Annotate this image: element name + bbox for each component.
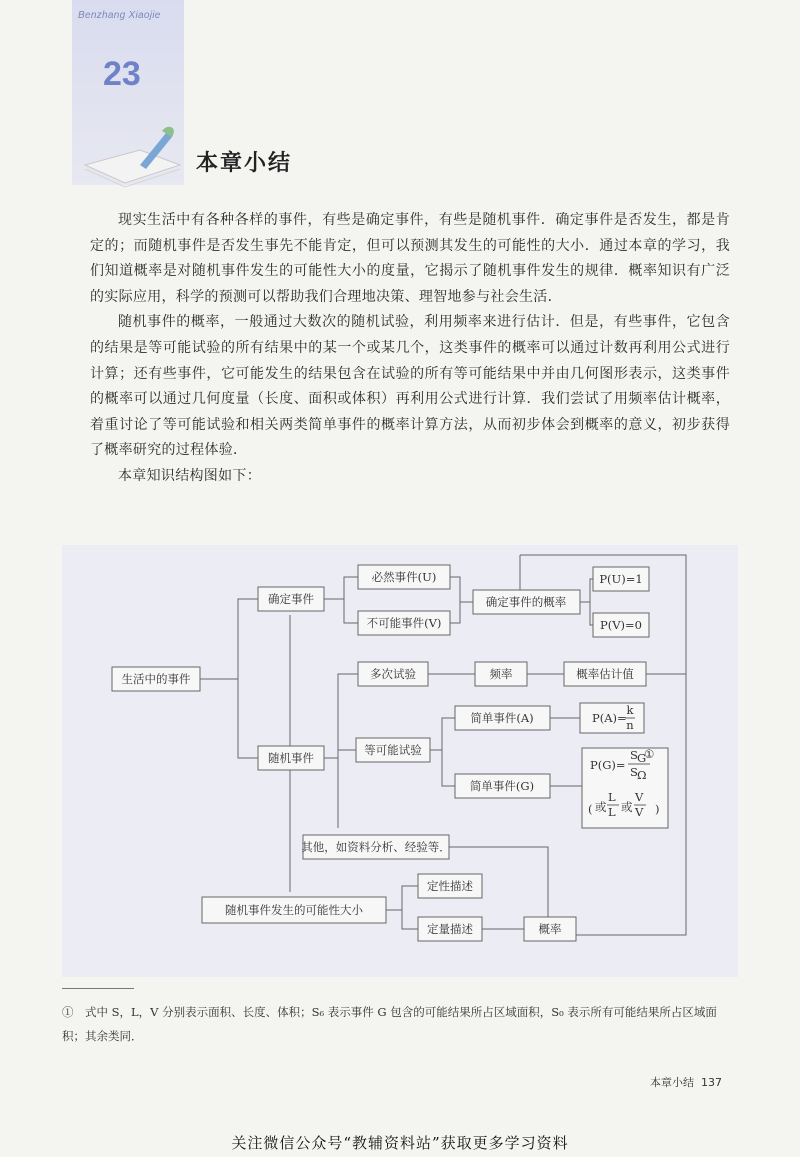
node-probability [524,917,576,941]
svg-text:简单事件(G): 简单事件(G) [469,779,535,793]
page-footer [650,1074,722,1090]
bottom-banner: 关注微信公众号“教辅资料站”获取更多学习资料 [231,1134,569,1152]
node-life-events [112,667,200,691]
node-simple-event-g [455,774,550,798]
svg-text:n: n [626,718,634,732]
page-title: 本章小结 [196,151,293,176]
pen-and-book-illustration [80,125,200,195]
formula-pa [580,703,644,733]
node-pv [593,613,649,637]
svg-text:频率: 频率 [489,667,513,681]
svg-text:V: V [635,790,644,804]
svg-text:不可能事件(V): 不可能事件(V) [366,616,442,630]
svg-text:概率估计值: 概率估计值 [576,667,634,681]
svg-text:确定事件: 确定事件 [268,592,314,606]
node-possibility-size [202,897,386,923]
node-sure-event [358,565,450,589]
paragraph: 随机事件的概率，一般通过大数次的随机试验，利用频率来进行估计．但是，有些事件，它包含的结果是等可能试验的所有结果中的某一个或某几个，这类事件的概率可以通过计数再利用公式进行计算；还有些事件，它可能发生的结果包含在试验的所有等可能结果中并由几何图形表示，这类事件的概率可以通过几何度量（长度、面积或体积）再利用公式进行计算．我们尝试了用频率估计概率，着重讨论了等可能试验和相关两类简单事件的概率计算方法，从而初步体会到概率的意义，初步获得了概率研究的过程体验． [90,314,730,459]
svg-text:L: L [608,790,616,804]
svg-text:G: G [637,751,647,765]
svg-text:必然事件(U): 必然事件(U) [371,570,437,584]
svg-text:Ω: Ω [637,768,647,782]
node-quantitative [418,917,482,941]
svg-text:生活中的事件: 生活中的事件 [121,672,191,686]
svg-text:S: S [630,765,638,779]
svg-text:多次试验: 多次试验 [370,667,416,681]
svg-text:P(V)=0: P(V)=0 [600,618,642,632]
svg-text:随机事件发生的可能性大小: 随机事件发生的可能性大小 [225,903,363,917]
svg-text:概率: 概率 [538,922,562,936]
svg-text:P(U)=1: P(U)=1 [599,572,643,586]
svg-text:随机事件: 随机事件 [268,751,314,765]
svg-text:其他，如资料分析、经验等．: 其他，如资料分析、经验等． [301,840,451,854]
node-simple-event-a [455,706,550,730]
svg-text:或: 或 [621,800,633,814]
page-number: 137 [701,1076,722,1089]
paragraph: 本章知识结构图如下： [118,467,261,484]
node-other-methods [301,835,451,859]
svg-text:L: L [608,805,616,819]
node-frequency [475,662,527,686]
svg-text:①: ① [644,747,655,761]
svg-text:(: ( [588,802,593,816]
svg-text:简单事件(A): 简单事件(A) [470,711,534,725]
body-text [90,208,730,490]
knowledge-structure-diagram [62,545,738,977]
formula-pg [582,747,668,828]
svg-text:确定事件的概率: 确定事件的概率 [485,595,567,609]
node-equal-trial [356,738,430,762]
node-random-events [258,746,324,770]
svg-text:P(G)=: P(G)= [590,758,626,772]
page-section: 本章小结 [650,1076,694,1089]
node-certain-probability [473,590,580,614]
node-probability-estimate [564,662,646,686]
node-many-trials [358,662,428,686]
chapter-number: 23 [103,55,141,93]
svg-text:定性描述: 定性描述 [427,879,473,893]
svg-text:定量描述: 定量描述 [427,922,473,936]
paragraph: 现实生活中有各种各样的事件，有些是确定事件，有些是随机事件．确定事件是否发生，都是肯定的；而随机事件是否发生事先不能肯定，但可以预测其发生的可能性的大小．通过本章的学习，我们知道概率是对随机事件发生的可能性大小的度量，它揭示了随机事件发生的规律．概率知识有广泛的实际应用，科学的预测可以帮助我们合理地决策、理智地参与社会生活． [90,212,730,305]
svg-text:P(A)=: P(A)= [592,711,627,725]
svg-text:等可能试验: 等可能试验 [364,743,422,757]
svg-text:或: 或 [595,800,607,814]
svg-text:k: k [626,703,634,717]
node-pu [593,567,649,591]
chapter-tab-label: Benzhang Xiaojie [78,10,161,21]
node-impossible-event [358,611,450,635]
svg-text:V: V [635,805,644,819]
footnote-divider [62,988,134,989]
footnote: ① 式中 S，L，V 分别表示面积、长度、体积；S₆ 表示事件 G 包含的可能结果所占区域面积，S₀ 表示所有可能结果所占区域面积；其余类同． [62,1005,717,1043]
svg-text:): ) [655,802,660,816]
node-qualitative [418,874,482,898]
node-certain-events [258,587,324,611]
svg-text:S: S [630,748,638,762]
